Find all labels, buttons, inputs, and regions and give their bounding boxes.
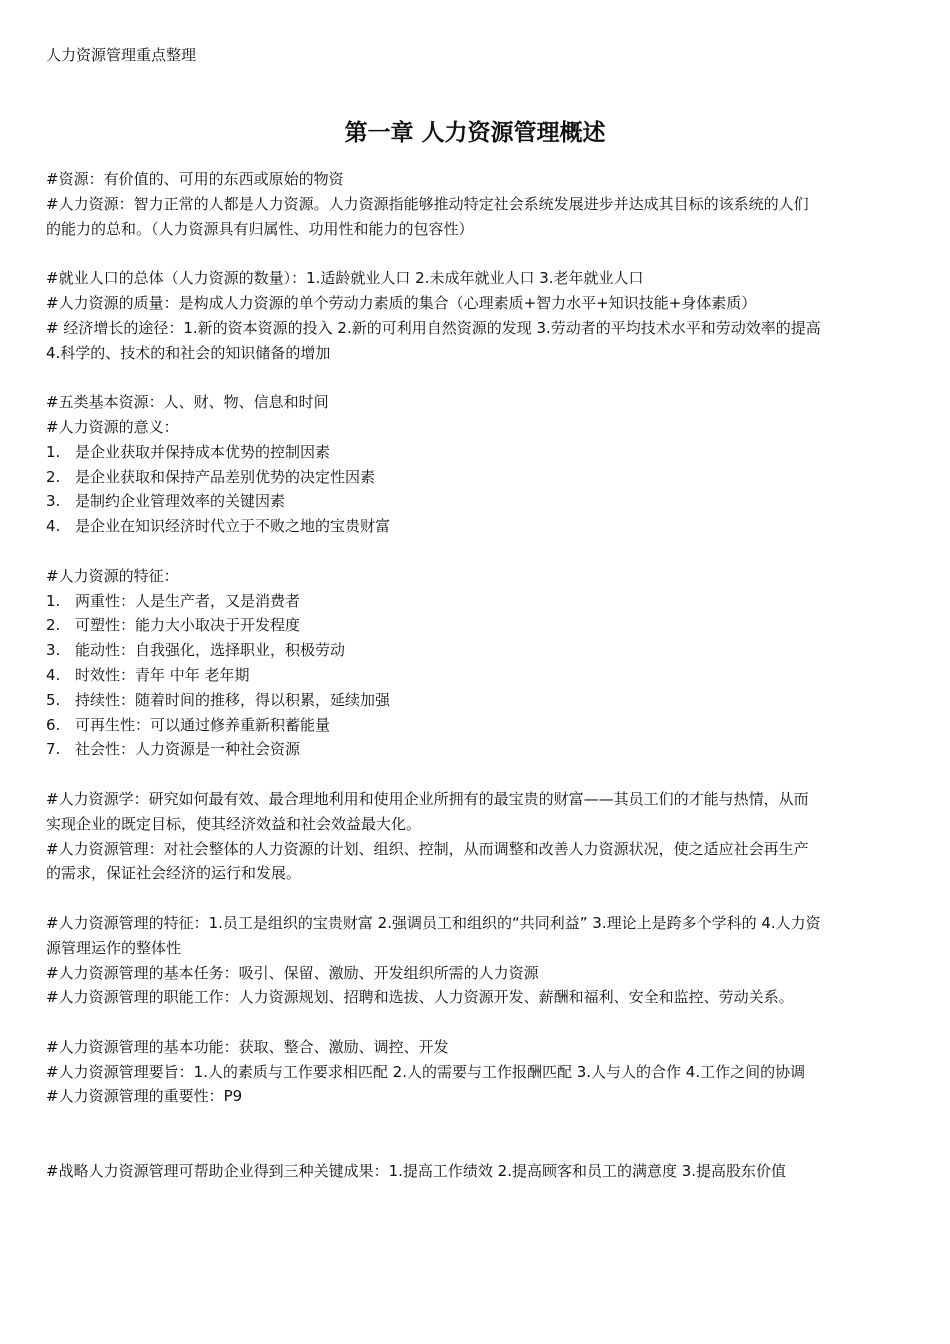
paragraph-hr-management: #人力资源管理：对社会整体的人力资源的计划、组织、控制，从而调整和改善人力资源状况，使之适应社会再生产的需求，保证社会经济的运行和发展。: [46, 839, 809, 883]
list-number: 2.: [46, 467, 61, 486]
list-number: 2.: [46, 616, 61, 635]
paragraph-hr-quality: #人力资源的质量：是构成人力资源的单个劳动力素质的集合（心理素质+智力水平+知识技能+身体素质）: [46, 293, 757, 312]
list-item: [46, 489, 821, 514]
list-item: [46, 613, 821, 638]
spacer: [46, 886, 821, 911]
list-text: 可再生性：可以通过修养重新积蓄能量: [75, 715, 331, 734]
spacer: [46, 539, 821, 564]
list-item: [46, 737, 821, 762]
spacer: [46, 241, 821, 266]
list-number: 4.: [46, 665, 61, 684]
list-item: [46, 713, 821, 738]
paragraph-strategic-hrm: #战略人力资源管理可帮助企业得到三种关键成果：1.提高工作绩效 2.提高顾客和员工的满意度 3.提高股东价值: [46, 1161, 787, 1180]
document-body: [46, 167, 826, 1184]
list-number: 5.: [46, 690, 61, 709]
list-number: 1.: [46, 442, 61, 461]
list-text: 是企业在知识经济时代立于不败之地的宝贵财富: [75, 517, 391, 536]
list-item: [46, 638, 821, 663]
paragraph-hrm-tasks: #人力资源管理的基本任务：吸引、保留、激励、开发组织所需的人力资源: [46, 963, 539, 982]
paragraph-economic-growth: # 经济增长的途径：1.新的资本资源的投入 2.新的可利用自然资源的发现 3.劳动者的平均技术水平和劳动效率的提高 4.科学的、技术的和社会的知识储备的增加: [46, 318, 826, 362]
list-number: 1.: [46, 591, 61, 610]
list-text: 社会性：人力资源是一种社会资源: [75, 740, 301, 759]
list-number: 3.: [46, 641, 61, 660]
paragraph-hr-features-heading: #人力资源的特征：: [46, 566, 179, 585]
list-text: 是企业获取并保持成本优势的控制因素: [75, 442, 331, 461]
list-item: [46, 589, 821, 614]
list-text: 持续性：随着时间的推移，得以积累，延续加强: [75, 690, 391, 709]
list-text: 能动性：自我强化，选择职业，积极劳动: [75, 641, 346, 660]
document-header: 人力资源管理重点整理: [46, 46, 197, 64]
paragraph-hr-meaning-heading: #人力资源的意义：: [46, 417, 179, 436]
list-text: 是制约企业管理效率的关键因素: [75, 492, 286, 511]
spacer: [46, 1010, 821, 1035]
paragraph-hrm-importance: #人力资源管理的重要性：P9: [46, 1087, 243, 1106]
list-item: [46, 465, 821, 490]
chapter-title: 第一章 人力资源管理概述: [344, 120, 606, 146]
list-item: [46, 688, 821, 713]
paragraph-hrm-functions-work: #人力资源管理的职能工作：人力资源规划、招聘和选拔、人力资源开发、薪酬和福利、安全和监控、劳动关系。: [46, 988, 794, 1007]
spacer: [46, 1109, 821, 1159]
list-number: 6.: [46, 715, 61, 734]
list-number: 3.: [46, 492, 61, 511]
paragraph-hrm-basic-functions: #人力资源管理的基本功能：获取、整合、激励、调控、开发: [46, 1037, 449, 1056]
list-text: 两重性：人是生产者，又是消费者: [75, 591, 301, 610]
list-text: 时效性：青年 中年 老年期: [75, 665, 250, 684]
list-item: [46, 663, 821, 688]
paragraph-hrm-features: #人力资源管理的特征：1.员工是组织的宝贵财富 2.强调员工和组织的“共同利益” 3.理论上是跨多个学科的 4.人力资源管理运作的整体性: [46, 913, 821, 957]
list-item: [46, 514, 821, 539]
meaning-list: [46, 440, 821, 539]
paragraph-employment-population: #就业人口的总体（人力资源的数量）：1.适龄就业人口 2.未成年就业人口 3.老年就业人口: [46, 269, 644, 288]
list-text: 可塑性：能力大小取决于开发程度: [75, 616, 301, 635]
spacer: [46, 762, 821, 787]
paragraph-human-resource-definition: #人力资源：智力正常的人都是人力资源。人力资源指能够推动特定社会系统发展进步并达成其目标的该系统的人们的能力的总和。（人力资源具有归属性、功用性和能力的包容性）: [46, 194, 809, 238]
list-text: 是企业获取和保持产品差别优势的决定性因素: [75, 467, 376, 486]
list-item: [46, 440, 821, 465]
features-list: [46, 589, 821, 763]
list-number: 4.: [46, 517, 61, 536]
paragraph-five-resources: #五类基本资源：人、财、物、信息和时间: [46, 393, 329, 412]
spacer: [46, 365, 821, 390]
paragraph-resource-definition: #资源：有价值的、可用的东西或原始的物资: [46, 170, 344, 188]
paragraph-hr-science: #人力资源学：研究如何最有效、最合理地利用和使用企业所拥有的最宝贵的财富——其员工们的才能与热情，从而实现企业的既定目标，使其经济效益和社会效益最大化。: [46, 789, 809, 833]
paragraph-hrm-principles: #人力资源管理要旨：1.人的素质与工作要求相匹配 2.人的需要与工作报酬匹配 3.人与人的合作 4.工作之间的协调: [46, 1062, 806, 1081]
list-number: 7.: [46, 740, 61, 759]
